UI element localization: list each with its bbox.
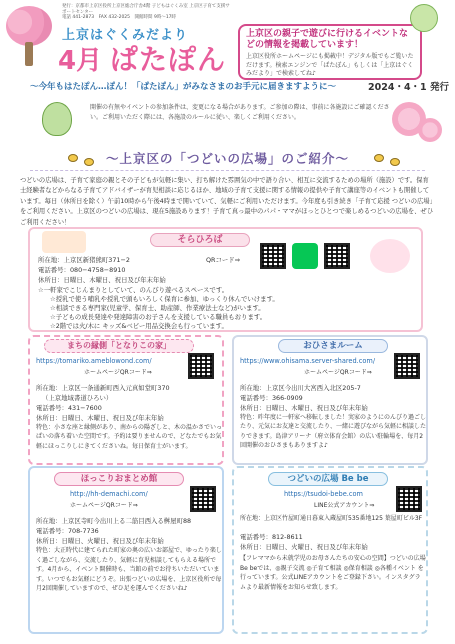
bee-icon bbox=[68, 154, 78, 162]
address: 所在地：上京区今出川大宮西入北区205-7 bbox=[240, 384, 361, 392]
address: 所在地：上京区新猪熊町371−2 bbox=[38, 256, 130, 264]
closed-days: 休所日：日曜日、火曜日、祝日及び年末年始 bbox=[36, 537, 164, 545]
intro-paragraph: つどいの広場は、子育て家庭の親とその子どもが気軽に集い、打ち解けた雰囲気の中で語り合い、相互に交流するための場所（施設）です。保育士経験者などからなる子育てアドバイザーが育児相談に応じるほか、地域の子育て支援に関する情報の提供や子育て講座等のイベントも開催しています。毎日（休所日を除く）午前10時から午後4時まで開いていて、気軽にご利用いただけます。今年度も引き続き「子育て応援 つどいの広場」をご利用ください。上京区のつどいの広場は、現在5施設あります！子育て真っ最中のパパ・ママがほっとひとつで楽しめるつどいの広場を、ぜひご利用ください！ bbox=[20, 177, 434, 226]
notice-text: 開催の有無やイベントの参加条件は、変更になる場合があります。ご参加の際は、事前に各施設にご確認ください。ご利用いただく際には、各施設のルールに従い、楽しくご利用ください。 bbox=[90, 104, 390, 121]
phone: 電話番号：366-0909 bbox=[240, 394, 303, 402]
info-callout bbox=[238, 24, 422, 80]
hp-qr-label: ホームページQRコード⇒ bbox=[70, 502, 138, 509]
phone: 電話番号：708-7736 bbox=[36, 527, 99, 535]
website-url[interactable]: https://www.ohisama.server-shared.com/ bbox=[240, 357, 376, 365]
notice-band bbox=[0, 100, 455, 142]
qr-code[interactable] bbox=[394, 353, 420, 379]
line-icon[interactable] bbox=[292, 243, 318, 269]
publisher-address: 発行：京都市上京区役所上京区総合庁舎4階 子どもはぐくみ室 上京区子育て支援サポートセンター bbox=[62, 4, 230, 15]
features: 特色：昨年度に一軒家へ移転しました！実家のようにのんびり過ごしたり、元気にお友達と交流したり、一緒に遊びながら気軽に相談したりできます。島津アリーナ（府立体育会館）の広い駐輪場を、毎月2回開催のおひさまもありますよ♪ bbox=[240, 414, 427, 450]
features: 特色：大正時代に建てられた町家の奥の広いお部屋で、ゆったり楽しく過ごしながら、交流したり、気軽に育児相談してもらえる場所です。4月から、イベント開催時も、当館の前でお待ちいただいています。いつでもお気軽にどうぞ。出張つどいの広場を、上京区役所で毎月2回開催していますので、ぜひ足を運んでくださいね♪ bbox=[36, 547, 222, 593]
callout-body: 上京区役所ホームページにも掲載中！デジタル版でもご覧いただけます。検索エンジンで「ぱたぽん」もしくは「上京はぐくみだより」で検索してね♪ bbox=[246, 53, 414, 77]
closed-days: 休所日：日曜日、木曜日、祝日及び年末年始 bbox=[38, 276, 166, 284]
features-item: ☆子どもの成長発達や発達障害のお子さんを支援している職員もおります。 bbox=[50, 313, 267, 321]
line-qr-label: LINE公式アカウント⇒ bbox=[314, 502, 375, 509]
panel-sora-hiroba bbox=[28, 227, 423, 332]
section-divider bbox=[30, 170, 425, 171]
features: 特色：小さな座と縁側があり、南からの陽ざしと、木の温かさでいっぱいの落ち着いた空間です。予約は要りませんので、どなたでもお気軽にほっこりしにきてくださいね。毎日保育士がいます。 bbox=[36, 424, 223, 450]
bee-icon bbox=[84, 158, 94, 166]
closed-days: 休所日：日曜日、木曜日、祝日及び年末年始 bbox=[36, 414, 164, 422]
section-title-text: 〜上京区の「つどいの広場」のご紹介〜 bbox=[105, 151, 349, 166]
qr-code[interactable] bbox=[188, 353, 214, 379]
panel-title: つどいの広場 Be be bbox=[268, 472, 388, 486]
panel-title: おひさまルーム bbox=[278, 339, 388, 353]
panel-title: まちの縁側「となりこの家」 bbox=[44, 339, 194, 353]
address: 所在地：上京区一条通新町西入元真如堂町370 bbox=[36, 384, 170, 392]
website-url[interactable]: http://hh-demachi.com/ bbox=[70, 490, 148, 498]
website-url[interactable]: https://tsudoi-bebe.com bbox=[284, 490, 363, 498]
closed-days: 休所日：日曜日、火曜日、祝日及び年末年始 bbox=[240, 543, 368, 551]
hp-qr-label: ホームページQRコード⇒ bbox=[84, 369, 152, 376]
qr-code[interactable] bbox=[190, 486, 216, 512]
closed-days: 休所日：日曜日、木曜日、祝日及び年末年始 bbox=[240, 404, 368, 412]
mascot-icon bbox=[410, 4, 438, 32]
newsletter-subtitle: 上京はぐくみだより bbox=[62, 28, 189, 43]
features-item: ☆相談できる専門家(児童学、保育士、助産師、作業療法士など)がいます。 bbox=[50, 304, 265, 312]
qr-code[interactable] bbox=[324, 243, 350, 269]
bee-icon bbox=[374, 154, 384, 162]
bee-icon bbox=[390, 158, 400, 166]
panel-tomariko bbox=[28, 335, 224, 465]
header bbox=[0, 0, 455, 92]
tagline: 〜今年もはたぽん…ぽん！「ぱたぽん」がみなさまのお手元に届きますように〜 bbox=[30, 82, 337, 92]
newsletter-title: ぱたぽん bbox=[110, 43, 227, 76]
issue-date: 2024・4・1 発行 bbox=[368, 82, 449, 93]
website-url[interactable]: https://tomariko.ameblowond.com/ bbox=[36, 357, 152, 365]
features-item: ☆一軒家でこじんまりとしていて、のんびり遊べるスペースです。 bbox=[38, 286, 229, 294]
qr-label: QRコード⇒ bbox=[206, 256, 240, 264]
address: 所在地：上京区寺町今出川上る二筋目西入る桝屋町88 bbox=[36, 517, 192, 525]
children-illustration-icon bbox=[42, 231, 86, 253]
panel-ohisama bbox=[232, 335, 428, 465]
mascot-character-icon bbox=[42, 102, 72, 136]
features-item: ☆授乳で使う哺乳や授乳で頭もいろしく保育に参加、ゆっくり休んでいけます。 bbox=[50, 295, 279, 303]
cherry-tree-icon bbox=[6, 6, 52, 68]
qr-code[interactable] bbox=[396, 486, 422, 512]
phone: 電話番号：431−7600 bbox=[36, 404, 102, 412]
address-note: （上京地域書道ひろい） bbox=[42, 394, 113, 402]
panel-hokkori bbox=[28, 466, 224, 634]
address: 所在地：上京区竹屋町通日暮東入蔵屋町535番地125 葉屋町ビル3F bbox=[240, 515, 423, 522]
hp-qr-label: ホームページQRコード⇒ bbox=[304, 369, 372, 376]
panel-title: そらひろば bbox=[150, 233, 250, 247]
phone: 電話番号：812-8611 bbox=[240, 533, 303, 541]
child-playing-icon bbox=[370, 239, 410, 273]
panel-title: ほっこりおまとめ館 bbox=[54, 472, 184, 486]
newsletter-month: 4月 bbox=[58, 46, 103, 76]
qr-code[interactable] bbox=[260, 243, 286, 269]
phone: 電話番号：080−4758−8910 bbox=[38, 266, 126, 274]
callout-title: 上京区の親子で遊びに行けるイベントなどの情報を掲載しています！ bbox=[246, 29, 409, 50]
features-item: ☆2階では火/木に キッズ&ベビー用品交換会も行っています。 bbox=[50, 322, 228, 330]
flower-icon bbox=[418, 118, 442, 142]
features: 【フレママから未就学児のお母さんたちの安心の空間】つどいの広場Be beでは、◎親子交流 ◎子育て相談 ◎保育相談 ◎各種イベント を行っています。公式LINEアカウントをご登録下さい。インスタグラムより最新情報をお知らせ致します。 bbox=[240, 555, 426, 591]
panel-bebe bbox=[232, 466, 428, 634]
publisher-contact: 電話 441-2873 FAX 432-2025 開館時間 9時〜17時 bbox=[62, 15, 177, 20]
